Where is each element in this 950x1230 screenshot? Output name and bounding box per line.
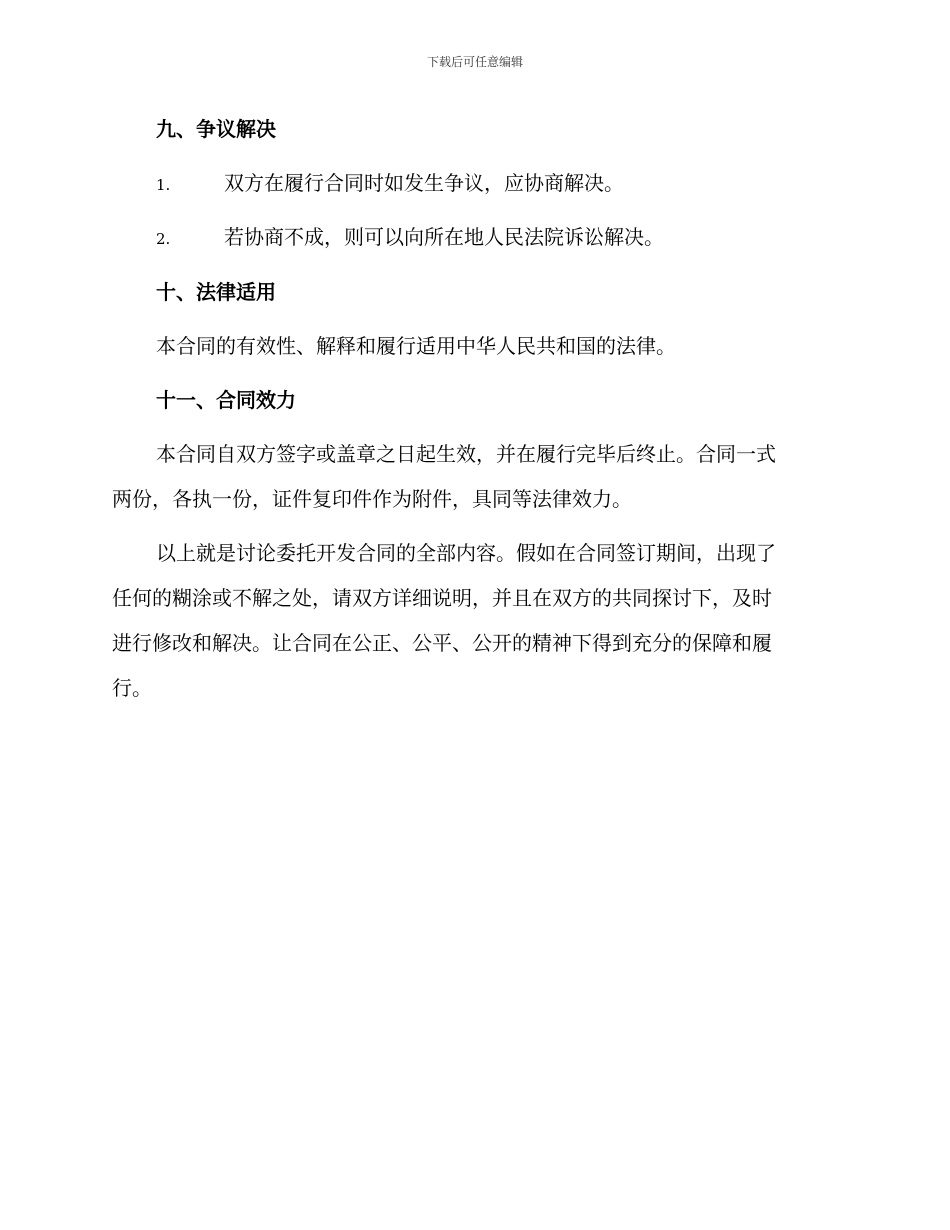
closing-paragraph-line: 任何的糊涂或不解之处，请双方详细说明，并且在双方的共同探讨下，及时 [112,586,772,610]
paragraph-validity-line: 两份，各执一份，证件复印件作为附件，具同等法律效力。 [112,487,632,511]
closing-paragraph-line: 行。 [112,676,152,700]
paragraph-validity-line: 本合同自双方签字或盖章之日起生效，并在履行完毕后终止。合同一式 [156,442,776,466]
list-item [156,168,624,200]
list-item-number: 2. [156,230,171,248]
list-item-number: 1. [156,176,171,194]
closing-paragraph-line: 进行修改和解决。让合同在公正、公平、公开的精神下得到充分的保障和履 [112,631,772,655]
list-item [156,222,664,254]
closing-paragraph-line: 以上就是讨论委托开发合同的全部内容。假如在合同签订期间，出现了 [156,541,776,565]
section-heading-dispute: 九、争议解决 [156,117,276,141]
section-heading-validity: 十一、合同效力 [156,388,296,412]
list-item-text: 双方在履行合同时如发生争议，应协商解决。 [224,171,624,195]
list-item-text: 若协商不成，则可以向所在地人民法院诉讼解决。 [224,225,664,249]
section-heading-law: 十、法律适用 [156,280,276,304]
paragraph-law: 本合同的有效性、解释和履行适用中华人民共和国的法律。 [156,334,676,358]
page-header: 下载后可任意编辑 [426,55,523,69]
